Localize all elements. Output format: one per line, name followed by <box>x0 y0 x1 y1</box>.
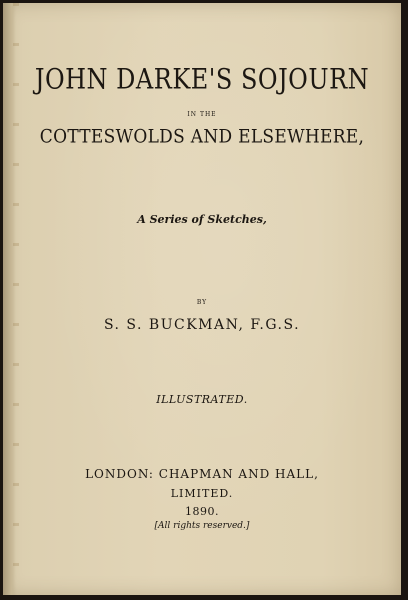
publication-year: 1890. <box>185 505 219 518</box>
author-name: S. S. BUCKMAN, F.G.S. <box>103 317 301 333</box>
publisher-suffix: LIMITED. <box>170 487 234 500</box>
publisher-imprint: LONDON: CHAPMAN AND HALL, <box>85 467 319 481</box>
book-subtitle: COTTESWOLDS AND ELSEWHERE, <box>39 126 365 148</box>
by-label: BY <box>196 299 208 306</box>
rights-notice: [All rights reserved.] <box>154 521 250 531</box>
title-page <box>3 3 401 595</box>
series-note: A Series of Sketches, <box>137 213 267 226</box>
title-connector: IN THE <box>187 111 217 118</box>
book-title: JOHN DARKE'S SOJOURN <box>34 62 370 96</box>
illustrated-note: ILLUSTRATED. <box>156 393 248 406</box>
